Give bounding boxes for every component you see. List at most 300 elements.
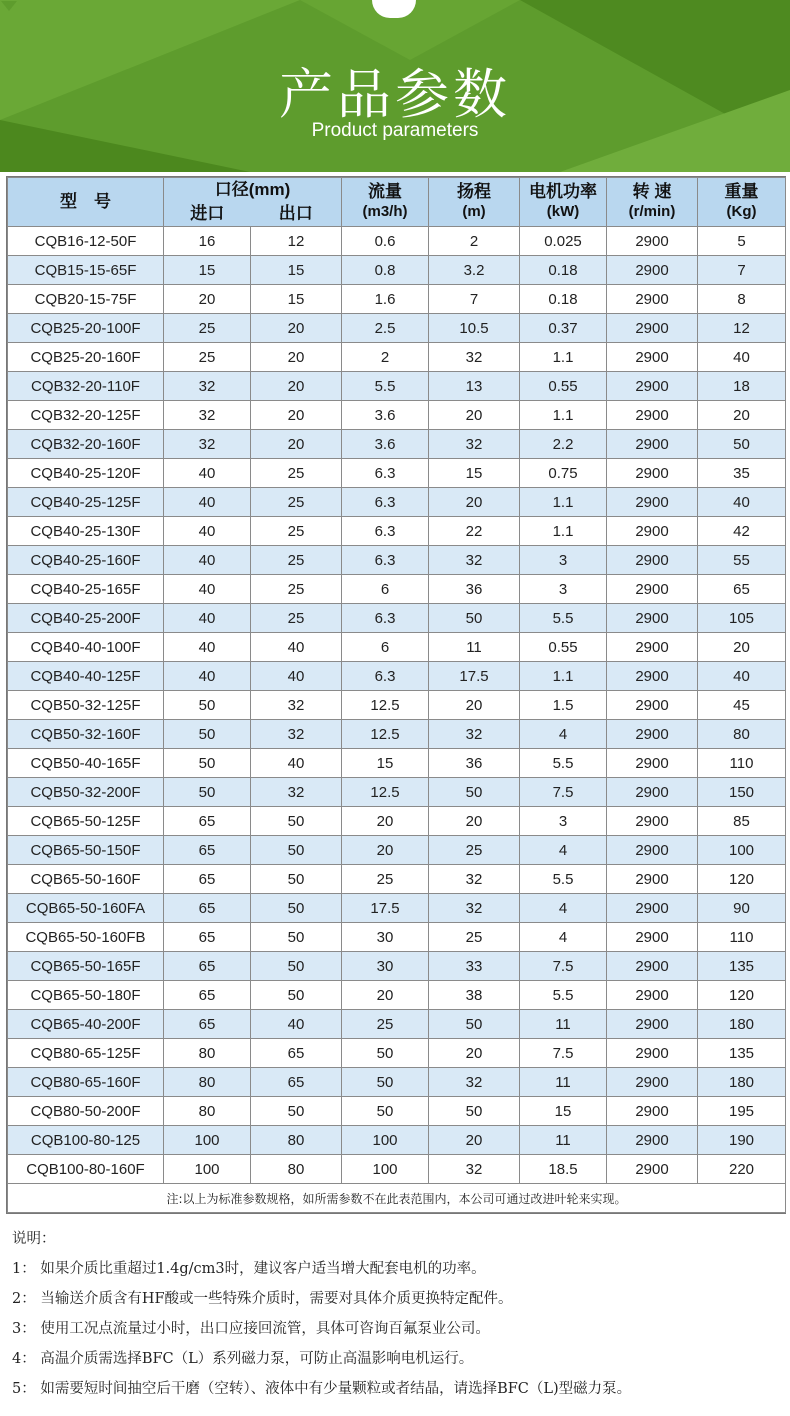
cell-model: CQB65-40-200F [8,1010,164,1039]
cell-inlet: 16 [164,227,251,256]
cell-outlet: 80 [251,1155,342,1184]
cell-head: 50 [429,1010,520,1039]
table-row [8,459,786,488]
header-flow-unit: (m3/h) [362,203,408,220]
cell-weight: 135 [698,952,786,981]
cell-flow: 15 [342,749,429,778]
cell-speed: 2900 [607,575,698,604]
cell-flow: 3.6 [342,430,429,459]
cell-inlet: 50 [164,720,251,749]
table-row [8,952,786,981]
cell-power: 1.1 [520,343,607,372]
cell-flow: 30 [342,952,429,981]
cell-flow: 20 [342,836,429,865]
cell-power: 5.5 [520,981,607,1010]
cell-power: 11 [520,1068,607,1097]
cell-head: 36 [429,749,520,778]
cell-inlet: 40 [164,662,251,691]
cell-inlet: 32 [164,430,251,459]
cell-inlet: 40 [164,488,251,517]
cell-model: CQB80-65-125F [8,1039,164,1068]
cell-head: 36 [429,575,520,604]
cell-speed: 2900 [607,517,698,546]
cell-power: 4 [520,720,607,749]
cell-inlet: 25 [164,343,251,372]
cell-outlet: 50 [251,836,342,865]
cell-speed: 2900 [607,807,698,836]
cell-power: 0.18 [520,256,607,285]
cell-head: 32 [429,720,520,749]
cell-weight: 150 [698,778,786,807]
cell-inlet: 40 [164,633,251,662]
cell-model: CQB40-40-125F [8,662,164,691]
cell-flow: 5.5 [342,372,429,401]
header-banner [0,0,790,172]
cell-weight: 85 [698,807,786,836]
table-row [8,401,786,430]
cell-inlet: 50 [164,691,251,720]
cell-weight: 105 [698,604,786,633]
table-row [8,691,786,720]
cell-outlet: 40 [251,1010,342,1039]
cell-inlet: 32 [164,372,251,401]
cell-weight: 220 [698,1155,786,1184]
cell-power: 7.5 [520,952,607,981]
header-diameter: 口径(mm) [164,178,342,203]
cell-head: 32 [429,865,520,894]
cell-weight: 90 [698,894,786,923]
cell-power: 0.37 [520,314,607,343]
cell-outlet: 40 [251,749,342,778]
cell-model: CQB40-25-120F [8,459,164,488]
cell-weight: 12 [698,314,786,343]
cell-head: 13 [429,372,520,401]
header-outlet: 出口 [251,202,342,227]
cell-speed: 2900 [607,1126,698,1155]
cell-model: CQB65-50-160FB [8,923,164,952]
cell-speed: 2900 [607,401,698,430]
cell-inlet: 80 [164,1068,251,1097]
cell-model: CQB25-20-160F [8,343,164,372]
cell-head: 32 [429,546,520,575]
cell-head: 32 [429,894,520,923]
cell-head: 38 [429,981,520,1010]
header-speed [607,178,698,227]
table-row [8,1039,786,1068]
cell-power: 7.5 [520,778,607,807]
cell-model: CQB65-50-160FA [8,894,164,923]
cell-inlet: 32 [164,401,251,430]
table-row [8,633,786,662]
cell-model: CQB40-40-100F [8,633,164,662]
cell-flow: 50 [342,1039,429,1068]
cell-weight: 195 [698,1097,786,1126]
cell-inlet: 40 [164,459,251,488]
cell-flow: 6 [342,633,429,662]
cell-outlet: 32 [251,691,342,720]
cell-model: CQB100-80-125 [8,1126,164,1155]
parameters-table-container [6,176,786,1214]
table-row [8,749,786,778]
cell-flow: 25 [342,865,429,894]
cell-weight: 7 [698,256,786,285]
table-body [8,227,786,1184]
cell-outlet: 15 [251,285,342,314]
cell-speed: 2900 [607,546,698,575]
cell-speed: 2900 [607,1155,698,1184]
header-power-unit: (kW) [546,203,580,220]
cell-flow: 2.5 [342,314,429,343]
note-item: 1： 如果介质比重超过1.4g/cm3时，建议客户适当增大配套电机的功率。 [12,1261,486,1277]
note-item: 4： 高温介质需选择BFC（L）系列磁力泵，可防止高温影响电机运行。 [12,1351,474,1367]
header-inlet: 进口 [164,202,251,227]
cell-weight: 20 [698,633,786,662]
cell-speed: 2900 [607,778,698,807]
cell-head: 20 [429,488,520,517]
cell-model: CQB65-50-165F [8,952,164,981]
table-row [8,1097,786,1126]
cell-outlet: 80 [251,1126,342,1155]
cell-model: CQB32-20-110F [8,372,164,401]
cell-weight: 65 [698,575,786,604]
cell-speed: 2900 [607,1068,698,1097]
cell-head: 7 [429,285,520,314]
cell-power: 2.2 [520,430,607,459]
cell-speed: 2900 [607,604,698,633]
cell-flow: 50 [342,1068,429,1097]
table-row [8,430,786,459]
table-row [8,836,786,865]
cell-flow: 0.6 [342,227,429,256]
cell-head: 17.5 [429,662,520,691]
cell-outlet: 50 [251,894,342,923]
header-head [429,178,520,227]
cell-speed: 2900 [607,430,698,459]
cell-inlet: 65 [164,952,251,981]
cell-power: 0.75 [520,459,607,488]
table-row [8,865,786,894]
cell-outlet: 50 [251,807,342,836]
cell-outlet: 12 [251,227,342,256]
note-item: 3： 使用工况点流量过小时，出口应接回流管，具体可咨询百氟泵业公司。 [12,1321,490,1337]
cell-flow: 6.3 [342,459,429,488]
cell-flow: 30 [342,923,429,952]
cell-weight: 100 [698,836,786,865]
cell-outlet: 20 [251,343,342,372]
cell-weight: 180 [698,1010,786,1039]
cell-weight: 120 [698,865,786,894]
table-row [8,285,786,314]
cell-weight: 45 [698,691,786,720]
cell-outlet: 20 [251,372,342,401]
cell-inlet: 65 [164,836,251,865]
cell-head: 10.5 [429,314,520,343]
cell-power: 11 [520,1126,607,1155]
cell-inlet: 80 [164,1097,251,1126]
table-footnote-row [8,1184,786,1213]
cell-model: CQB40-25-130F [8,517,164,546]
cell-power: 4 [520,923,607,952]
cell-inlet: 50 [164,778,251,807]
cell-power: 0.025 [520,227,607,256]
cell-weight: 80 [698,720,786,749]
cell-power: 1.1 [520,401,607,430]
cell-speed: 2900 [607,488,698,517]
parameters-table [7,177,786,1213]
table-row [8,227,786,256]
cell-speed: 2900 [607,981,698,1010]
cell-inlet: 20 [164,285,251,314]
cell-weight: 5 [698,227,786,256]
page-title: 产品参数 [279,63,511,126]
cell-outlet: 32 [251,720,342,749]
cell-flow: 100 [342,1155,429,1184]
cell-power: 3 [520,546,607,575]
cell-weight: 120 [698,981,786,1010]
header-flow [342,178,429,227]
cell-speed: 2900 [607,923,698,952]
header-model: 型 号 [8,178,164,227]
table-row [8,343,786,372]
header-weight [698,178,786,227]
cell-power: 1.1 [520,662,607,691]
cell-model: CQB40-25-200F [8,604,164,633]
cell-power: 5.5 [520,865,607,894]
cell-model: CQB50-32-125F [8,691,164,720]
cell-inlet: 50 [164,749,251,778]
cell-flow: 20 [342,807,429,836]
cell-model: CQB50-32-200F [8,778,164,807]
cell-model: CQB32-20-160F [8,430,164,459]
cell-model: CQB50-40-165F [8,749,164,778]
cell-weight: 40 [698,343,786,372]
cell-head: 20 [429,1126,520,1155]
cell-head: 20 [429,807,520,836]
cell-speed: 2900 [607,894,698,923]
cell-outlet: 25 [251,517,342,546]
cell-flow: 50 [342,1097,429,1126]
cell-outlet: 25 [251,546,342,575]
table-row [8,488,786,517]
cell-flow: 6.3 [342,604,429,633]
cell-power: 3 [520,807,607,836]
cell-flow: 25 [342,1010,429,1039]
cell-outlet: 50 [251,952,342,981]
table-row [8,256,786,285]
cell-model: CQB80-50-200F [8,1097,164,1126]
cell-power: 1.1 [520,488,607,517]
cell-speed: 2900 [607,256,698,285]
cell-power: 5.5 [520,604,607,633]
cell-flow: 3.6 [342,401,429,430]
chevron-down-icon [0,0,18,12]
table-row [8,981,786,1010]
header-head-label: 扬程 [457,182,491,201]
cell-flow: 17.5 [342,894,429,923]
cell-flow: 6.3 [342,488,429,517]
cell-model: CQB15-15-65F [8,256,164,285]
cell-flow: 20 [342,981,429,1010]
cell-inlet: 25 [164,314,251,343]
cell-weight: 18 [698,372,786,401]
header-flow-label: 流量 [368,182,402,201]
cell-power: 0.55 [520,633,607,662]
cell-outlet: 20 [251,401,342,430]
cell-head: 20 [429,691,520,720]
cell-model: CQB32-20-125F [8,401,164,430]
header-power [520,178,607,227]
cell-power: 18.5 [520,1155,607,1184]
cell-outlet: 25 [251,459,342,488]
cell-weight: 20 [698,401,786,430]
cell-flow: 12.5 [342,691,429,720]
cell-flow: 6.3 [342,546,429,575]
cell-flow: 2 [342,343,429,372]
cell-outlet: 65 [251,1068,342,1097]
cell-flow: 100 [342,1126,429,1155]
cell-weight: 42 [698,517,786,546]
table-row [8,778,786,807]
header-head-unit: (m) [462,203,486,220]
cell-weight: 190 [698,1126,786,1155]
cell-outlet: 25 [251,488,342,517]
cell-outlet: 25 [251,604,342,633]
cell-head: 32 [429,1068,520,1097]
cell-inlet: 40 [164,517,251,546]
header-speed-unit: (r/min) [628,203,676,220]
cell-inlet: 40 [164,604,251,633]
cell-flow: 6.3 [342,662,429,691]
cell-weight: 35 [698,459,786,488]
cell-power: 15 [520,1097,607,1126]
cell-power: 7.5 [520,1039,607,1068]
table-row [8,1068,786,1097]
cell-model: CQB65-50-160F [8,865,164,894]
cell-speed: 2900 [607,1039,698,1068]
cell-outlet: 50 [251,981,342,1010]
cell-weight: 135 [698,1039,786,1068]
table-row [8,1010,786,1039]
cell-speed: 2900 [607,285,698,314]
cell-speed: 2900 [607,372,698,401]
cell-flow: 6.3 [342,517,429,546]
cell-flow: 6 [342,575,429,604]
page-subtitle: Product parameters [311,120,479,141]
cell-speed: 2900 [607,227,698,256]
cell-inlet: 65 [164,981,251,1010]
table-row [8,517,786,546]
cell-speed: 2900 [607,691,698,720]
cell-outlet: 50 [251,1097,342,1126]
cell-outlet: 20 [251,314,342,343]
notes-section [12,1224,782,1404]
cell-head: 32 [429,343,520,372]
table-row [8,720,786,749]
cell-outlet: 15 [251,256,342,285]
table-row [8,604,786,633]
cell-weight: 40 [698,488,786,517]
cell-outlet: 40 [251,662,342,691]
cell-outlet: 40 [251,633,342,662]
cell-model: CQB50-32-160F [8,720,164,749]
cell-head: 50 [429,1097,520,1126]
cell-weight: 55 [698,546,786,575]
cell-head: 22 [429,517,520,546]
cell-flow: 0.8 [342,256,429,285]
cell-speed: 2900 [607,749,698,778]
cell-speed: 2900 [607,1097,698,1126]
cell-inlet: 100 [164,1155,251,1184]
cell-power: 1.5 [520,691,607,720]
cell-head: 20 [429,1039,520,1068]
cell-head: 15 [429,459,520,488]
cell-speed: 2900 [607,662,698,691]
cell-speed: 2900 [607,1010,698,1039]
cell-outlet: 65 [251,1039,342,1068]
cell-speed: 2900 [607,459,698,488]
header-power-label: 电机功率 [529,182,597,201]
note-item: 5： 如需要短时间抽空后干磨（空转）、液体中有少量颗粒或者结晶，请选择BFC（L)型磁力泵。 [12,1381,632,1397]
cell-speed: 2900 [607,314,698,343]
cell-model: CQB40-25-125F [8,488,164,517]
cell-inlet: 65 [164,1010,251,1039]
table-row [8,894,786,923]
cell-flow: 12.5 [342,778,429,807]
cell-head: 20 [429,401,520,430]
cell-model: CQB16-12-50F [8,227,164,256]
note-item: 2： 当输送介质含有HF酸或一些特殊介质时，需要对具体介质更换特定配件。 [12,1291,513,1307]
cell-speed: 2900 [607,343,698,372]
cell-head: 50 [429,604,520,633]
cell-model: CQB100-80-160F [8,1155,164,1184]
cell-inlet: 65 [164,894,251,923]
cell-head: 25 [429,836,520,865]
cell-speed: 2900 [607,633,698,662]
cell-head: 50 [429,778,520,807]
cell-weight: 110 [698,923,786,952]
cell-power: 5.5 [520,749,607,778]
cell-head: 3.2 [429,256,520,285]
cell-inlet: 40 [164,575,251,604]
cell-inlet: 40 [164,546,251,575]
table-row [8,314,786,343]
cell-flow: 12.5 [342,720,429,749]
table-row [8,372,786,401]
cell-weight: 110 [698,749,786,778]
header-weight-unit: (Kg) [726,203,757,220]
table-row [8,1155,786,1184]
header-speed-label: 转 速 [632,182,672,201]
table-row [8,923,786,952]
table-row [8,546,786,575]
cell-head: 33 [429,952,520,981]
table-row [8,807,786,836]
cell-head: 25 [429,923,520,952]
cell-weight: 40 [698,662,786,691]
cell-head: 2 [429,227,520,256]
cell-model: CQB25-20-100F [8,314,164,343]
cell-model: CQB65-50-125F [8,807,164,836]
cell-power: 4 [520,894,607,923]
cell-inlet: 15 [164,256,251,285]
cell-power: 0.18 [520,285,607,314]
table-row [8,1126,786,1155]
cell-speed: 2900 [607,952,698,981]
cell-model: CQB65-50-180F [8,981,164,1010]
cell-speed: 2900 [607,720,698,749]
cell-inlet: 65 [164,807,251,836]
cell-power: 3 [520,575,607,604]
